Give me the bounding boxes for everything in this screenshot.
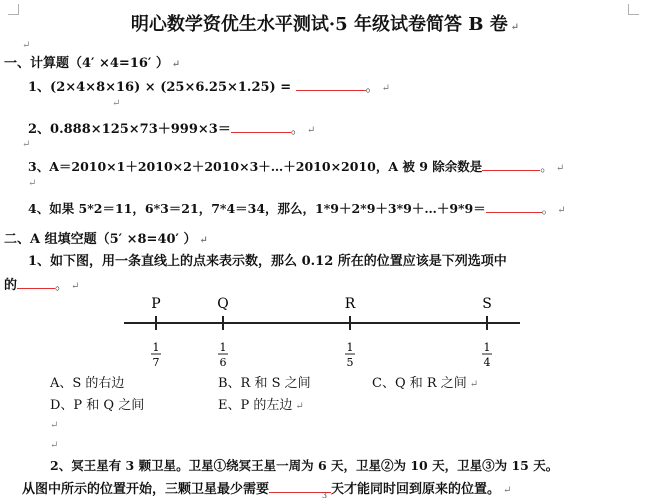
section1-heading bbox=[4, 56, 180, 73]
question-1-3-text: 3、A＝2010×1＋2010×2＋2010×3＋…＋2010×2010，A 被 9 除余数是 bbox=[28, 159, 483, 174]
fraction-denominator-p: 7 bbox=[152, 356, 160, 369]
paragraph-mark: ↵ bbox=[171, 59, 181, 70]
answer-blank-2-1[interactable] bbox=[17, 274, 55, 289]
number-line-diagram bbox=[0, 290, 650, 380]
fraction-numerator-r: 1 bbox=[346, 341, 354, 354]
document-title bbox=[0, 10, 650, 36]
number-line-point-q bbox=[217, 296, 228, 369]
point-label-s: S bbox=[482, 296, 492, 312]
question-1-2-text: 2、0.888×125×73＋999×3＝ bbox=[28, 122, 231, 137]
fraction-denominator-q: 6 bbox=[219, 356, 227, 369]
fraction-denominator-s: 4 bbox=[483, 356, 491, 369]
number-line-point-p bbox=[151, 296, 161, 369]
option-a-text: A、S 的右边 bbox=[50, 376, 125, 391]
fraction-denominator-r: 5 bbox=[346, 356, 354, 369]
question-2-1-line2-start: 的 bbox=[4, 278, 18, 293]
title-text: 明心数学资优生水平测试·5 年级试卷简答 B 卷 bbox=[130, 14, 508, 35]
paragraph-mark: ↵ bbox=[22, 40, 31, 51]
option-d bbox=[50, 398, 144, 414]
paragraph-mark: ↵ bbox=[306, 125, 316, 136]
page-number: 3 bbox=[322, 491, 328, 500]
answer-blank-1-1[interactable] bbox=[296, 76, 366, 91]
question-1-4-end: 。 bbox=[541, 201, 555, 216]
question-1-2 bbox=[28, 118, 315, 139]
option-a bbox=[50, 376, 124, 392]
section2-heading bbox=[4, 232, 208, 249]
question-2-2-text: 2、冥王星有 3 颗卫星。卫星①绕冥王星一周为 6 天，卫星②为 10 天，卫星③为 15 天。 bbox=[50, 458, 559, 473]
fraction-numerator-p: 1 bbox=[152, 341, 160, 354]
question-2-1-text: 1、如下图，用一条直线上的点来表示数，那么 0.12 所在的位置应该是下列选项中 bbox=[28, 254, 507, 269]
question-2-1-line2-end: 。 bbox=[55, 278, 69, 293]
paragraph-mark: ↵ bbox=[503, 485, 512, 496]
paragraph-mark: ↵ bbox=[381, 83, 391, 94]
option-c-text: C、Q 和 R 之间 bbox=[372, 376, 467, 391]
paragraph-mark: ↵ bbox=[22, 139, 31, 150]
option-e-text: E、P 的左边 bbox=[218, 398, 293, 413]
option-c bbox=[372, 376, 478, 393]
question-1-1-end: 。 bbox=[365, 80, 379, 95]
paragraph-mark: ↵ bbox=[469, 379, 479, 390]
option-b bbox=[218, 376, 311, 392]
paragraph-mark: ↵ bbox=[557, 205, 566, 216]
question-1-2-end: 。 bbox=[290, 122, 304, 137]
paragraph-mark: ↵ bbox=[510, 22, 520, 33]
option-b-text: B、R 和 S 之间 bbox=[218, 376, 311, 391]
section2-heading-text: 二、A 组填空题（5′ ×8=40′ ） bbox=[4, 232, 197, 247]
question-2-2-line2-end: 天才能同时回到原来的位置。 bbox=[331, 482, 501, 497]
paragraph-mark: ↵ bbox=[295, 401, 304, 412]
question-2-2-line1 bbox=[50, 458, 558, 474]
question-1-1 bbox=[28, 76, 390, 97]
question-1-1-text: 1、(2×4×8×16) × (25×6.25×1.25) = bbox=[28, 80, 296, 95]
question-2-2-line2-start: 从图中所示的位置开始，三颗卫星最少需要 bbox=[22, 482, 270, 497]
question-2-2-line2 bbox=[22, 478, 511, 499]
section1-heading-text: 一、计算题（4′ ×4=16′ ） bbox=[4, 56, 169, 71]
paragraph-mark: ↵ bbox=[199, 235, 208, 246]
option-d-text: D、P 和 Q 之间 bbox=[50, 398, 145, 413]
answer-blank-1-3[interactable] bbox=[482, 156, 540, 171]
point-label-r: R bbox=[344, 296, 356, 312]
paragraph-mark: ↵ bbox=[50, 420, 59, 431]
paragraph-mark: ↵ bbox=[112, 98, 121, 109]
number-line-point-r bbox=[345, 296, 356, 369]
answer-blank-1-2[interactable] bbox=[231, 118, 291, 133]
fraction-numerator-s: 1 bbox=[483, 341, 491, 354]
fraction-numerator-q: 1 bbox=[219, 341, 227, 354]
point-label-p: P bbox=[151, 296, 161, 312]
option-e bbox=[218, 398, 304, 415]
question-1-3-end: 。 bbox=[540, 159, 553, 174]
question-1-4 bbox=[28, 198, 566, 219]
question-2-1-line1 bbox=[28, 254, 507, 270]
question-1-3 bbox=[28, 156, 564, 177]
paragraph-mark: ↵ bbox=[555, 163, 565, 174]
paragraph-mark: ↵ bbox=[50, 440, 59, 451]
question-1-4-text: 4、如果 5*2＝11，6*3＝21，7*4＝34，那么，1*9＋2*9＋3*9＋…＋9*9＝ bbox=[28, 201, 486, 216]
paragraph-mark: ↵ bbox=[28, 178, 37, 189]
point-label-q: Q bbox=[217, 296, 229, 312]
paragraph-mark: ↵ bbox=[71, 281, 80, 292]
answer-blank-1-4[interactable] bbox=[486, 198, 542, 213]
number-line-point-s bbox=[482, 296, 492, 369]
